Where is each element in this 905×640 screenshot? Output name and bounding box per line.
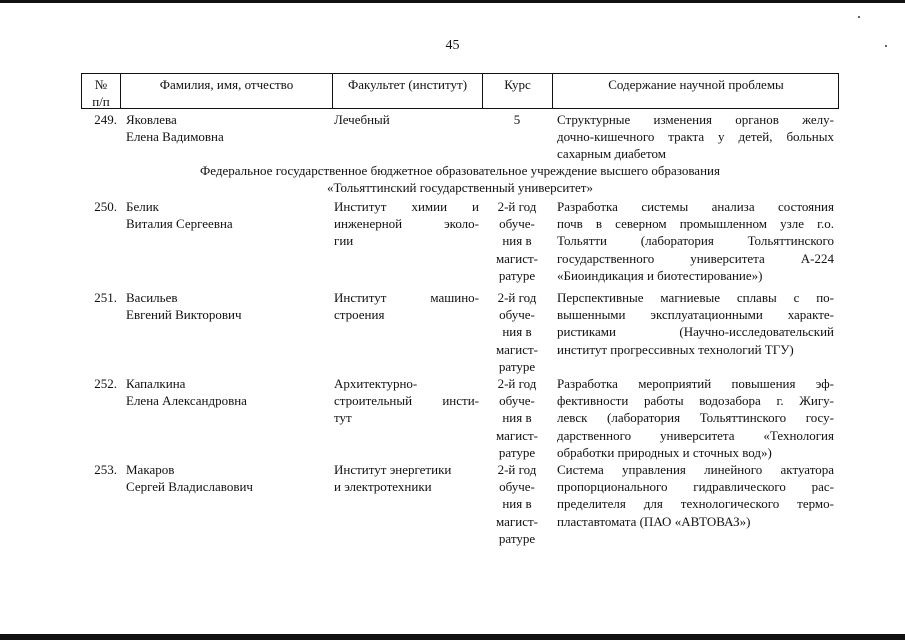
topic-line: сахарным диабетом — [557, 146, 667, 162]
faculty-line: Архитектурно- — [334, 376, 418, 391]
topic-line: дарственного университета «Технология — [557, 427, 834, 443]
scan-speck — [858, 16, 860, 18]
research-topic — [557, 289, 834, 358]
faculty — [334, 375, 479, 427]
course-line: обуче- — [499, 307, 535, 323]
topic-line: почв в северном промышленном узле г.о. — [557, 216, 834, 232]
course-line: магист- — [496, 250, 538, 266]
course-line: ратуре — [498, 530, 536, 546]
row-number: 250. — [94, 199, 117, 214]
course-line: ния в — [502, 496, 532, 512]
course-line: ратуре — [498, 444, 536, 460]
page-number: 45 — [445, 38, 460, 53]
topic-line: Система управления линейного актуатора — [557, 462, 834, 477]
course-line: 2-й год — [497, 462, 537, 477]
header-problem: Содержание научной проблемы — [608, 77, 784, 92]
faculty-line: Институт энергетики — [334, 462, 452, 477]
header-course: Курс — [504, 77, 531, 92]
course-line: обуче- — [499, 393, 535, 409]
course-line: ния в — [502, 410, 532, 426]
faculty-line: и электротехники — [334, 479, 432, 495]
course-line: 2-й год — [497, 199, 537, 214]
topic-line: пределителя для технологического термо- — [557, 496, 834, 512]
faculty-line: Институт химии и — [334, 199, 479, 214]
topic-line: институт прогрессивных технологий ТГУ) — [557, 341, 794, 357]
topic-line: государственного университета А-224 — [557, 250, 834, 266]
institution-type: Федеральное государственное бюджетное образовательное учреждение высшего образования — [200, 163, 720, 178]
topic-line: левск (лаборатория Тольяттинского госу- — [557, 410, 834, 426]
course — [488, 289, 546, 375]
row-number: 253. — [94, 462, 117, 477]
course — [488, 375, 546, 461]
topic-line: вышенными эксплуатационными характе- — [557, 307, 834, 323]
research-topic — [557, 111, 834, 163]
topic-line: обработки природных и сточных вод») — [557, 444, 772, 460]
course-line: 2-й год — [497, 290, 537, 305]
header-number-abbr: п/п — [92, 94, 110, 110]
faculty — [334, 198, 479, 250]
course — [488, 461, 546, 547]
course-line: магист- — [496, 427, 538, 443]
topic-line: ристиками (Научно-исследовательский — [557, 324, 834, 340]
faculty-line: Институт машино- — [334, 290, 479, 305]
given-names: Елена Вадимовна — [126, 129, 224, 145]
row-number: 252. — [94, 376, 117, 391]
faculty-line: гии — [334, 233, 354, 249]
person-name — [126, 289, 326, 323]
course-line: ратуре — [498, 358, 536, 374]
faculty-line: строительный инсти- — [334, 393, 479, 409]
course-line: магист- — [496, 341, 538, 357]
topic-line: пластавтомата (ПАО «АВТОВАЗ») — [557, 513, 751, 529]
course-line: обуче- — [499, 479, 535, 495]
surname: Капалкина — [126, 376, 186, 391]
header-faculty: Факультет (институт) — [347, 77, 468, 92]
faculty-line: тут — [334, 410, 352, 426]
course — [488, 111, 546, 128]
person-name — [126, 375, 326, 409]
faculty — [334, 289, 479, 323]
given-names: Сергей Владиславович — [126, 479, 253, 495]
faculty — [334, 111, 479, 128]
topic-line: Перспективные магниевые сплавы с по- — [557, 290, 834, 305]
course-line: 2-й год — [497, 376, 537, 391]
surname: Яковлева — [126, 112, 177, 127]
surname: Макаров — [126, 462, 175, 477]
faculty-line: Лечебный — [334, 112, 390, 127]
research-topic — [557, 198, 834, 284]
topic-line: Разработка системы анализа состояния — [557, 199, 834, 214]
scan-top-border — [0, 0, 905, 3]
course — [488, 198, 546, 284]
given-names: Виталия Сергеевна — [126, 216, 233, 232]
header-number-sign: № — [94, 77, 108, 92]
research-topic — [557, 461, 834, 530]
topic-line: дочно-кишечного тракта у детей, больных — [557, 129, 834, 145]
person-name — [126, 111, 326, 145]
header-number — [82, 76, 120, 110]
given-names: Елена Александровна — [126, 393, 247, 409]
topic-line: «Биоиндикация и биотестирование») — [557, 267, 763, 283]
course-line: ния в — [502, 324, 532, 340]
row-number: 249. — [94, 112, 117, 127]
scan-bottom-border — [0, 634, 905, 640]
course-line: ния в — [502, 233, 532, 249]
header-name: Фамилия, имя, отчество — [159, 77, 294, 92]
topic-line: Разработка мероприятий повышения эф- — [557, 376, 834, 391]
institution-name: «Тольяттинский государственный университет» — [327, 180, 593, 196]
topic-line: Структурные изменения органов желу- — [557, 112, 834, 127]
topic-line: Тольятти (лаборатория Тольяттинского — [557, 233, 834, 249]
faculty — [334, 461, 479, 495]
topic-line: пропорционального гидравлического рас- — [557, 479, 834, 495]
faculty-line: инженерной эколо- — [334, 216, 479, 232]
faculty-line: строения — [334, 307, 385, 323]
person-name — [126, 198, 326, 232]
surname: Васильев — [126, 290, 178, 305]
course-line: ратуре — [498, 267, 536, 283]
course-line: 5 — [513, 112, 521, 127]
institution-banner — [81, 162, 839, 196]
research-topic — [557, 375, 834, 461]
table-header — [81, 73, 839, 109]
course-line: магист- — [496, 513, 538, 529]
topic-line: фективности работы водозабора г. Жигу- — [557, 393, 834, 409]
given-names: Евгений Викторович — [126, 307, 242, 323]
person-name — [126, 461, 326, 495]
course-line: обуче- — [499, 216, 535, 232]
surname: Белик — [126, 199, 159, 214]
row-number: 251. — [94, 290, 117, 305]
